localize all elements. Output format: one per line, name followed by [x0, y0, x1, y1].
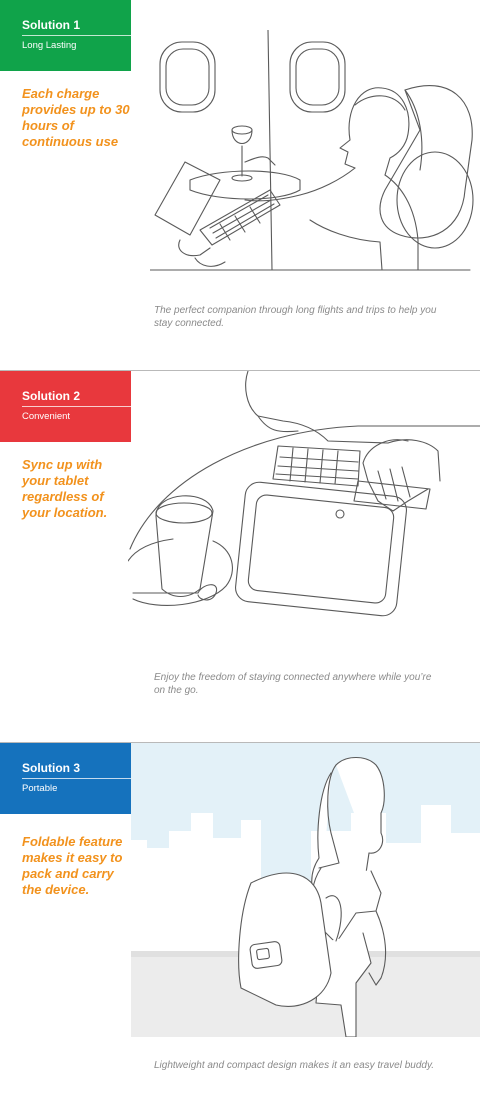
solution-1-subtitle: Long Lasting — [22, 40, 77, 51]
solution-2-caption: Enjoy the freedom of staying connected anywhere while you’re on the go. — [154, 672, 432, 696]
solution-2-tag — [0, 371, 131, 442]
solution-3-headline: Foldable feature makes it easy to pack and carry the device. — [22, 834, 123, 897]
tablet-keyboard-table-illustration — [128, 371, 480, 641]
tag-divider — [22, 35, 131, 36]
solution-1-panel — [0, 0, 480, 371]
solution-3-caption: Lightweight and compact design makes it an easy travel buddy. — [154, 1060, 434, 1071]
airplane-window-right-icon — [290, 42, 345, 112]
solution-2-title: Solution 2 — [22, 389, 80, 403]
folded-keyboard-icon — [249, 941, 282, 969]
bag-icon — [239, 873, 331, 1006]
solution-1-caption: The perfect companion through long flights and trips to help you stay connected. — [154, 305, 437, 329]
airplane-passenger-illustration — [150, 30, 480, 280]
tablet-icon — [234, 481, 408, 617]
solution-1-title: Solution 1 — [22, 18, 80, 32]
solution-1-headline: Each charge provides up to 30 hours of continuous use — [22, 86, 130, 149]
airplane-window-left-icon — [160, 42, 215, 112]
solution-3-tag — [0, 743, 131, 814]
woman-carrying-bag-illustration — [131, 743, 480, 1037]
solution-1-tag — [0, 0, 131, 71]
tag-divider — [22, 406, 131, 407]
solution-3-panel — [0, 743, 480, 1113]
solution-2-headline: Sync up with your tablet regardless of your location. — [22, 457, 108, 520]
tag-divider — [22, 778, 131, 779]
solution-3-subtitle: Portable — [22, 783, 58, 794]
cup-icon — [156, 496, 213, 597]
solution-2-panel — [0, 371, 480, 743]
solution-3-title: Solution 3 — [22, 761, 80, 775]
solution-2-subtitle: Convenient — [22, 411, 71, 422]
